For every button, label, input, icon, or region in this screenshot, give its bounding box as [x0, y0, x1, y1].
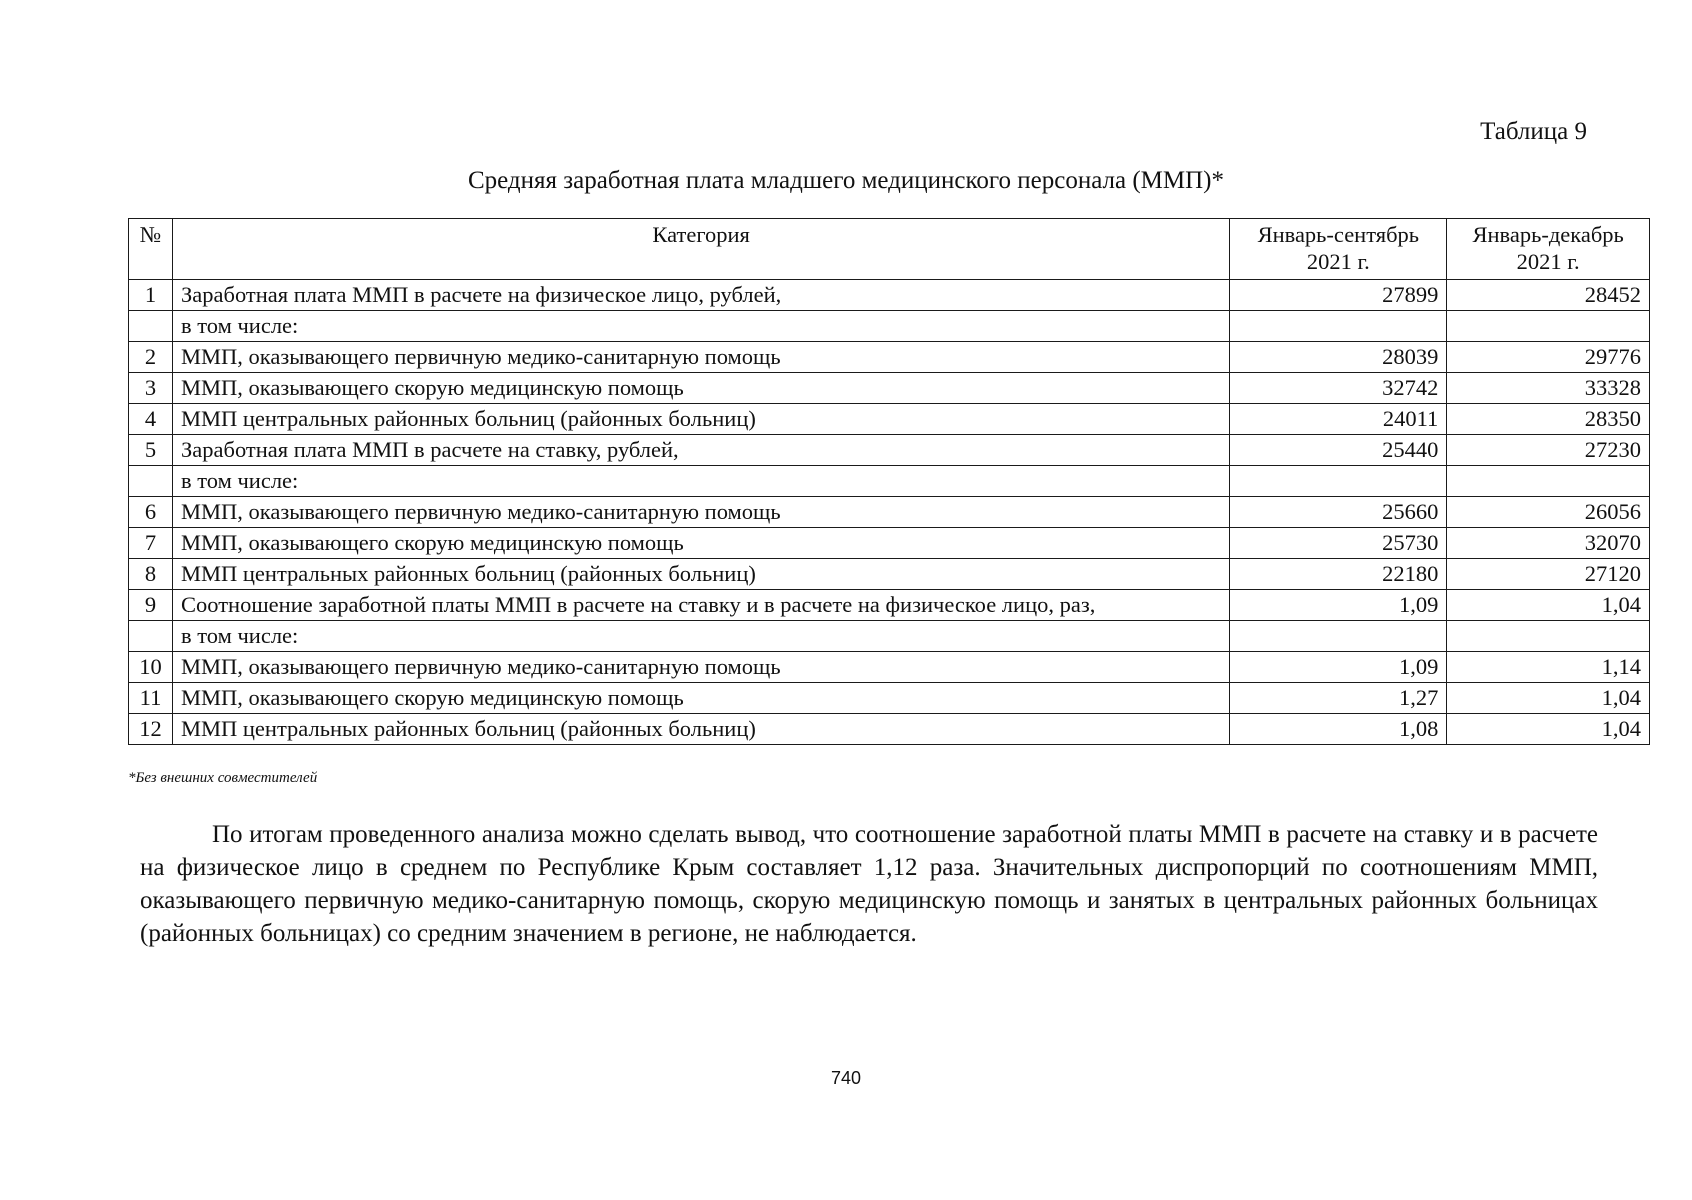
row-number: 9: [129, 590, 173, 621]
row-number: 11: [129, 683, 173, 714]
table-row: [129, 280, 1650, 311]
table-row: [129, 621, 1650, 652]
row-value-jan-dec: 29776: [1447, 342, 1650, 373]
row-category: Заработная плата ММП в расчете на физическое лицо, рублей,: [173, 280, 1230, 311]
table-row: [129, 714, 1650, 745]
row-value-jan-sep: 32742: [1230, 373, 1447, 404]
row-value-jan-dec: 33328: [1447, 373, 1650, 404]
row-value-jan-sep: [1230, 621, 1447, 652]
row-value-jan-dec: 26056: [1447, 497, 1650, 528]
table-row: [129, 311, 1650, 342]
row-category: ММП, оказывающего первичную медико-санитарную помощь: [173, 652, 1230, 683]
row-number: 7: [129, 528, 173, 559]
row-value-jan-sep: [1230, 311, 1447, 342]
row-number: 4: [129, 404, 173, 435]
row-value-jan-sep: 1,09: [1230, 590, 1447, 621]
table-row: [129, 373, 1650, 404]
row-number: 8: [129, 559, 173, 590]
table-header-row: [129, 219, 1650, 280]
page-number: 740: [830, 1068, 862, 1088]
row-category: ММП, оказывающего скорую медицинскую помощь: [173, 528, 1230, 559]
row-value-jan-sep: 24011: [1230, 404, 1447, 435]
table-row: [129, 590, 1650, 621]
row-value-jan-sep: 25440: [1230, 435, 1447, 466]
row-category: ММП, оказывающего первичную медико-санитарную помощь: [173, 497, 1230, 528]
row-value-jan-dec: [1447, 621, 1650, 652]
row-category: ММП центральных районных больниц (районных больниц): [173, 559, 1230, 590]
row-number: 12: [129, 714, 173, 745]
row-category: ММП центральных районных больниц (районных больниц): [173, 714, 1230, 745]
column-header-category: Категория: [173, 219, 1230, 280]
row-number: 6: [129, 497, 173, 528]
row-value-jan-dec: 1,14: [1447, 652, 1650, 683]
table-row: [129, 683, 1650, 714]
row-category: ММП, оказывающего скорую медицинскую помощь: [173, 373, 1230, 404]
table-row: [129, 559, 1650, 590]
row-number: 2: [129, 342, 173, 373]
row-value-jan-dec: 32070: [1447, 528, 1650, 559]
row-value-jan-sep: 1,09: [1230, 652, 1447, 683]
table-row: [129, 497, 1650, 528]
row-category: Заработная плата ММП в расчете на ставку, рублей,: [173, 435, 1230, 466]
table-title: Средняя заработная плата младшего медицинского персонала (ММП)*: [467, 167, 1225, 194]
table-row: [129, 466, 1650, 497]
table-label: Таблица 9: [1480, 118, 1587, 145]
row-number: 5: [129, 435, 173, 466]
table-row: [129, 528, 1650, 559]
row-value-jan-dec: 1,04: [1447, 714, 1650, 745]
column-header-jan-sep: Январь-сентябрь 2021 г.: [1230, 219, 1447, 280]
row-number: [129, 621, 173, 652]
row-category: в том числе:: [173, 466, 1230, 497]
row-number: 1: [129, 280, 173, 311]
row-value-jan-sep: 28039: [1230, 342, 1447, 373]
row-value-jan-dec: 28350: [1447, 404, 1650, 435]
row-value-jan-sep: 22180: [1230, 559, 1447, 590]
salary-table: [128, 218, 1650, 745]
row-value-jan-dec: 1,04: [1447, 683, 1650, 714]
row-value-jan-sep: 1,08: [1230, 714, 1447, 745]
row-number: [129, 311, 173, 342]
row-category: ММП, оказывающего первичную медико-санитарную помощь: [173, 342, 1230, 373]
footnote: *Без внешних совместителей: [128, 770, 318, 786]
row-value-jan-sep: 27899: [1230, 280, 1447, 311]
table-row: [129, 404, 1650, 435]
row-value-jan-sep: [1230, 466, 1447, 497]
row-number: 10: [129, 652, 173, 683]
row-number: 3: [129, 373, 173, 404]
column-header-jan-dec: Январь-декабрь 2021 г.: [1447, 219, 1650, 280]
row-category: в том числе:: [173, 311, 1230, 342]
row-category: ММП, оказывающего скорую медицинскую помощь: [173, 683, 1230, 714]
row-value-jan-dec: [1447, 466, 1650, 497]
row-number: [129, 466, 173, 497]
row-value-jan-dec: [1447, 311, 1650, 342]
table-body: [129, 280, 1650, 745]
row-value-jan-sep: 25730: [1230, 528, 1447, 559]
row-value-jan-sep: 1,27: [1230, 683, 1447, 714]
row-category: ММП центральных районных больниц (районных больниц): [173, 404, 1230, 435]
row-value-jan-dec: 27230: [1447, 435, 1650, 466]
row-value-jan-sep: 25660: [1230, 497, 1447, 528]
row-category: Соотношение заработной платы ММП в расчете на ставку и в расчете на физическое лицо, раз,: [173, 590, 1230, 621]
table-row: [129, 435, 1650, 466]
row-value-jan-dec: 28452: [1447, 280, 1650, 311]
row-category: в том числе:: [173, 621, 1230, 652]
row-value-jan-dec: 1,04: [1447, 590, 1650, 621]
table-row: [129, 652, 1650, 683]
table-row: [129, 342, 1650, 373]
column-header-number: №: [129, 219, 173, 280]
row-value-jan-dec: 27120: [1447, 559, 1650, 590]
conclusion-paragraph: По итогам проведенного анализа можно сделать вывод, что соотношение заработной платы ММП в расчете на ставку и в расчете на физическое лицо в среднем по Республике Крым составляет 1,12 раза. Значительных диспропорций по соотношениям ММП, оказывающего первичную медико-санитарную помощь, скорую медицинскую помощь и занятых в центральных районных больницах (районных больницах) со средним значением в регионе, не наблюдается.: [140, 821, 1598, 947]
